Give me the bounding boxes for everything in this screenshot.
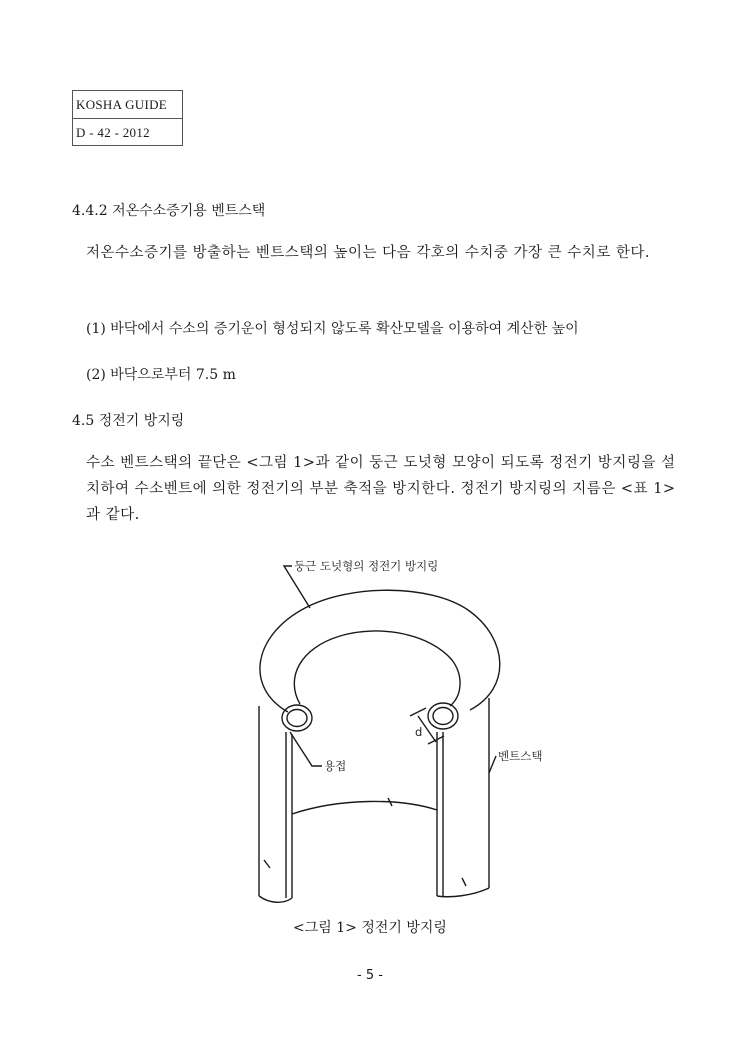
document-code-box (72, 90, 183, 146)
diameter-label: d (415, 725, 423, 739)
figure-caption: <그림 1> 정전기 방지링 (293, 920, 447, 936)
stack-label-leader (489, 756, 496, 773)
ring-label: 둥근 도넛형의 정전기 방지링 (294, 559, 439, 573)
weld-leader (290, 732, 322, 766)
anti-static-ring-figure (200, 548, 560, 908)
list-item-1: (1) 바닥에서 수소의 증기운이 형성되지 않도록 확산모델을 이용하여 계산한 높이 (86, 321, 579, 337)
page-number: - 5 - (357, 968, 383, 983)
ring-inner-edge (294, 631, 460, 706)
guide-name: KOSHA GUIDE (76, 97, 168, 112)
section-heading-4-5: 4.5 정전기 방지링 (72, 413, 185, 429)
stack-label: 벤트스택 (498, 749, 543, 763)
guide-code: D - 42 - 2012 (73, 118, 182, 146)
stack-right-inner-wall (437, 732, 443, 896)
list-item-2: (2) 바닥으로부터 7.5 m (86, 367, 236, 383)
section-4-4-2-paragraph: 저온수소증기를 방출하는 벤트스택의 높이는 다음 각호의 수치중 가장 큰 수치로 한다. (86, 245, 650, 261)
section-4-5-paragraph: 수소 벤트스택의 끝단은 <그림 1>과 같이 둥근 도넛형 모양이 되도록 정전기 방지링을 설치하여 수소벤트에 의한 정전기의 부분 축적을 방지한다. 정전기 방지링의 지름은 <표 1>과 같다. (86, 455, 676, 523)
weld-label: 용접 (324, 759, 347, 773)
stack-left-inner-wall (286, 732, 292, 898)
section-heading-4-4-2: 4.4.2 저온수소증기용 벤트스택 (72, 203, 266, 219)
